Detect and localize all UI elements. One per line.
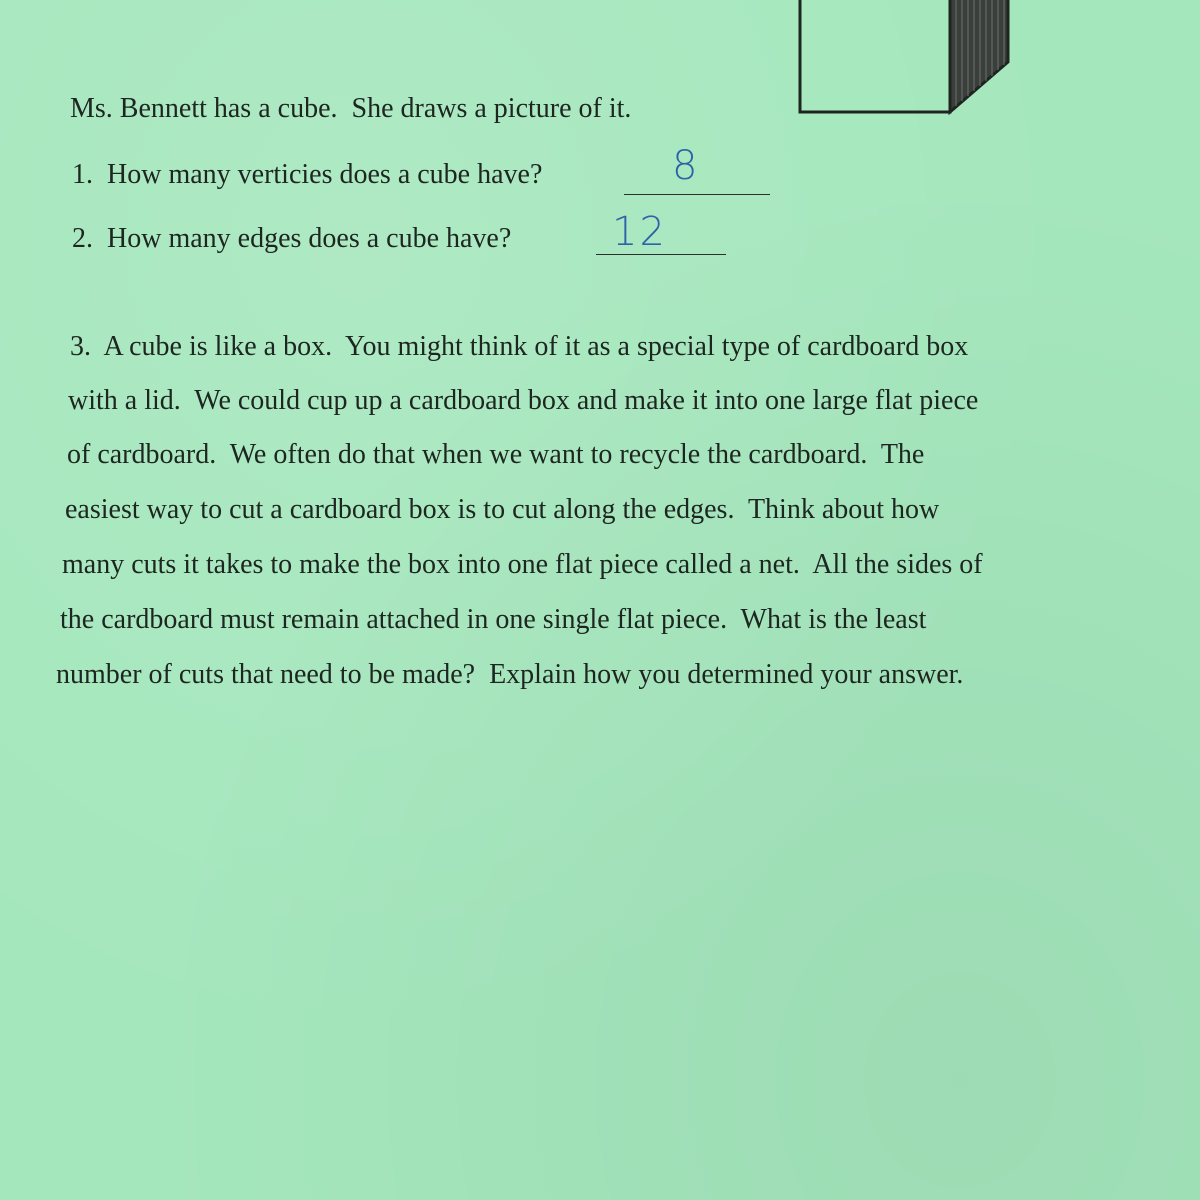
question-1-text: 1. How many verticies does a cube have?: [72, 159, 543, 190]
question-1-answer-blank[interactable]: [624, 194, 770, 195]
question-3-line-4: easiest way to cut a cardboard box is to cut along the edges. Think about how: [65, 494, 940, 525]
question-3-line-1: 3. A cube is like a box. You might think of it as a special type of cardboard box: [70, 331, 969, 362]
intro-text: Ms. Bennett has a cube. She draws a picture of it.: [70, 93, 632, 124]
question-3-line-6: the cardboard must remain attached in one single flat piece. What is the least: [60, 604, 927, 635]
question-2-text: 2. How many edges does a cube have?: [72, 223, 512, 254]
question-3-line-5: many cuts it takes to make the box into one flat piece called a net. All the sides of: [62, 549, 983, 580]
question-3-line-7: number of cuts that need to be made? Explain how you determined your answer.: [56, 659, 964, 690]
cube-icon: [790, 0, 1020, 120]
question-3-line-2: with a lid. We could cup up a cardboard box and make it into one large flat piece: [68, 385, 979, 416]
question-2-answer: 12: [612, 209, 667, 255]
question-3-line-3: of cardboard. We often do that when we want to recycle the cardboard. The: [67, 439, 925, 470]
question-1-answer: 8: [672, 143, 698, 189]
